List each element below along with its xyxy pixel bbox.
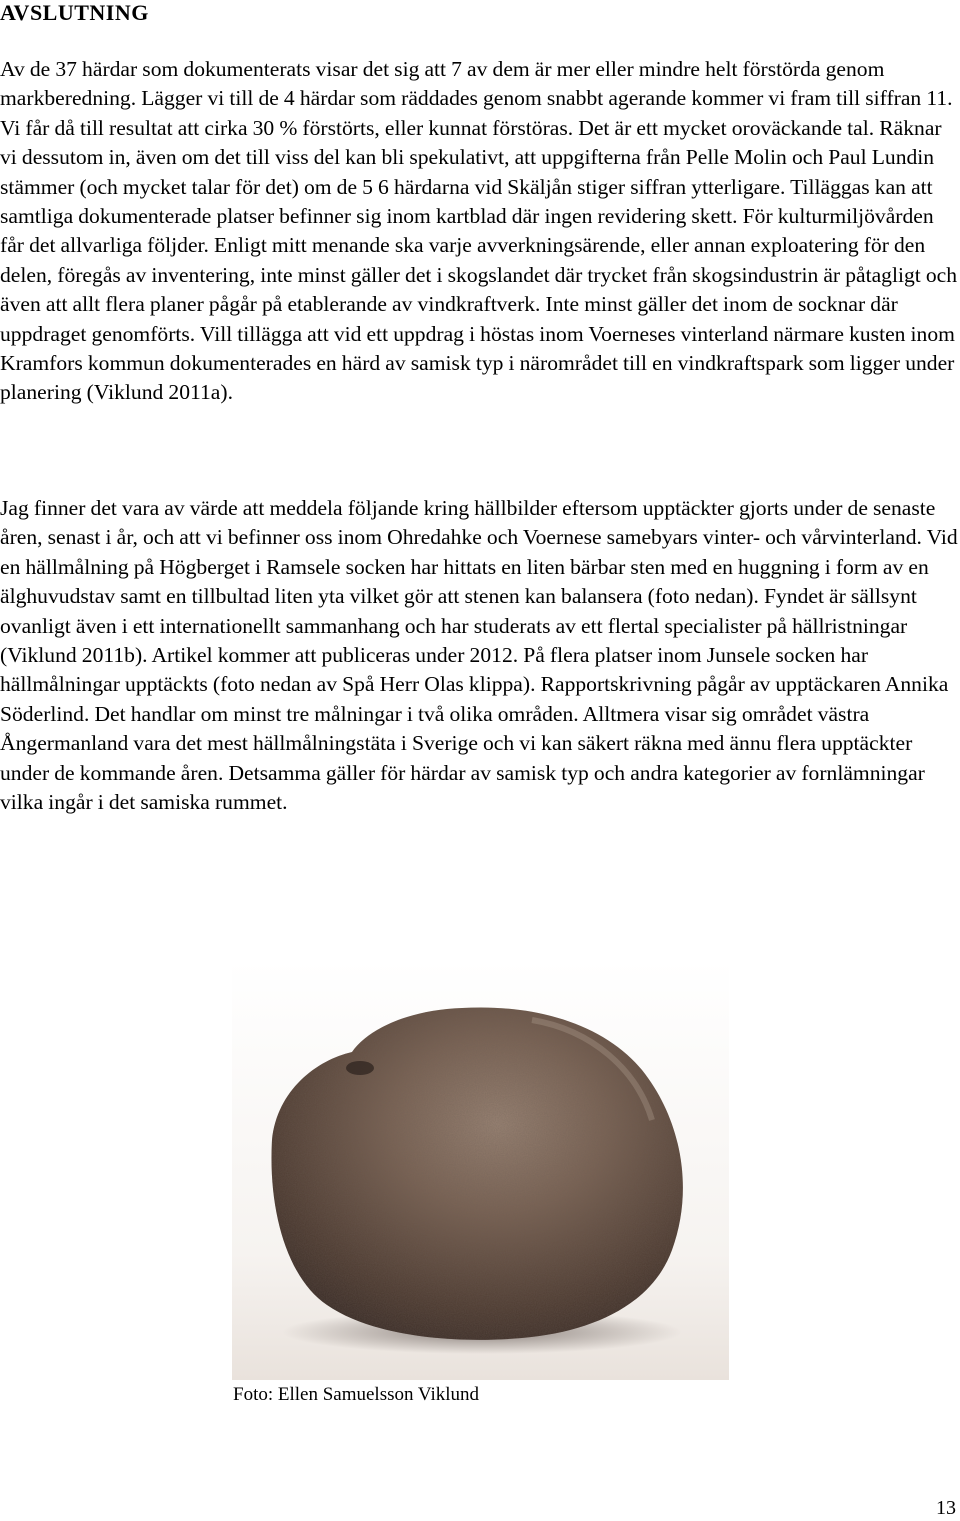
- photo-caption: Foto: Ellen Samuelsson Viklund: [233, 1384, 480, 1405]
- stone-photo: [232, 960, 729, 1380]
- paragraph-1: Av de 37 härdar som dokumenterats visar det sig att 7 av dem är mer eller mindre helt förstörda genom markberedning. Lägger vi till de 4 härdar som räddades genom snabbt agerande kommer vi fram till siffran 11. Vi får då till resultat att cirka 30 % förstörts, eller kunnat förstöras. Det är ett mycket oroväckande tal. Räknar vi dessutom in, även om det till viss del kan bli spekulativt, att uppgifterna från Pelle Molin och Paul Lundin stämmer (och mycket talar för det) om de 5 6 härdarna vid Skäljån stiger siffran ytterligare. Tilläggas kan att samtliga dokumenterade platser befinner sig inom kartblad där ingen revidering skett. För kulturmiljövården får det allvarliga följder. Enligt mitt menande ska varje avverkningsärende, eller annan exploatering för den delen, föregås av inventering, inte minst gäller det i skogslandet där trycket från skogsindustrin är påtagligt och även att allt flera planer pågår på etablerande av vindkraftverk. Inte minst gäller det inom de socknar där uppdraget genomförts. Vill tillägga att vid ett uppdrag i höstas inom Voerneses vinterland närmare kusten inom Kramfors kommun dokumenterades en härd av samisk typ i närområdet till en vindkraftspark som ligger under planering (Viklund 2011a).: [0, 57, 958, 405]
- page-number: 13: [936, 1497, 956, 1519]
- paragraph-2: Jag finner det vara av värde att meddela följande kring hällbilder eftersom upptäckter gjorts under de senaste åren, senast i år, och att vi befinner oss inom Ohredahke och Voernese samebyars vinter- och vårvinterland. Vid en hällmålning på Högberget i Ramsele socken har hittats en liten bärbar sten med en huggning i form av en älghuvudstav samt en tillbultad liten yta vilket gör att stenen kan balansera (foto nedan). Fyndet är sällsynt ovanligt även i ett internationellt sammanhang och har studerats av ett flertal specialister på hällristningar (Viklund 2011b). Artikel kommer att publiceras under 2012. På flera platser inom Junsele socken har hällmålningar upptäckts (foto nedan av Spå Herr Olas klippa). Rapportskrivning pågår av upptäckaren Annika Söderlind. Det handlar om minst tre målningar i två olika områden. Alltmera visar sig området västra Ångermanland vara det mest hällmålningstäta i Sverige och vi kan säkert räkna med ännu flera upptäckter under de kommande åren. Detsamma gäller för härdar av samisk typ och andra kategorier av fornlämningar vilka ingår i det samiska rummet.: [0, 496, 958, 815]
- section-heading: AVSLUTNING: [0, 0, 149, 25]
